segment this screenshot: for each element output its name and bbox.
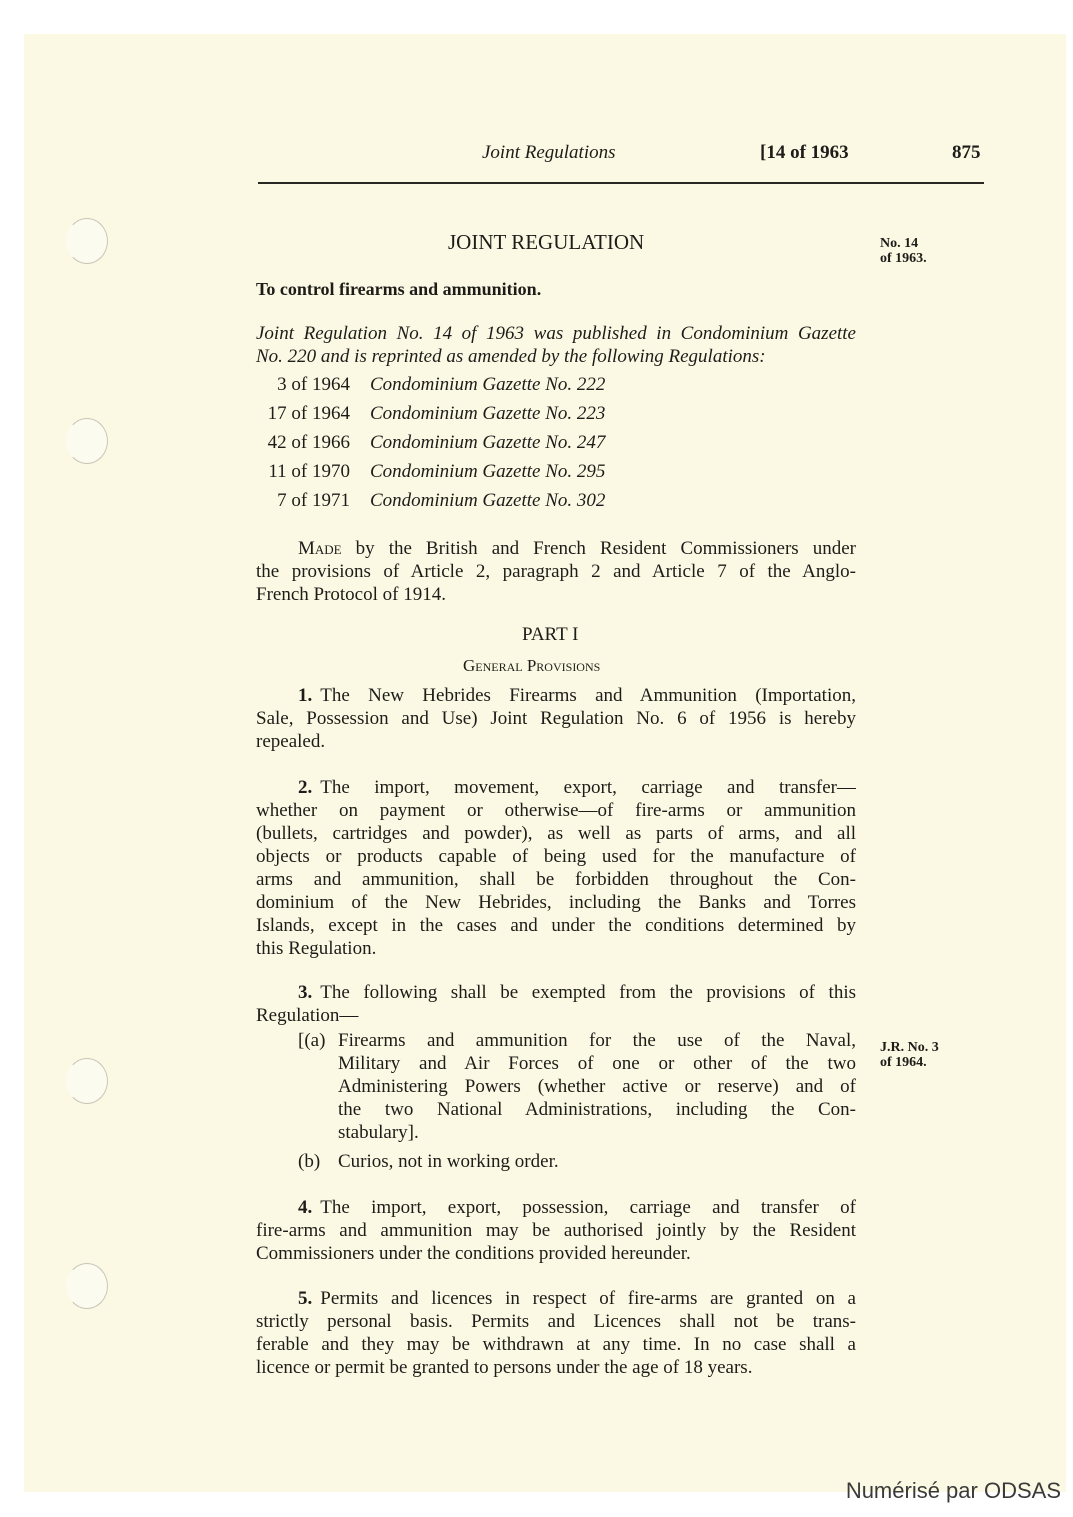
page-number: 875 — [952, 142, 981, 163]
enacting-smallcaps: Made — [298, 538, 342, 559]
section-text: The import, movement, export, carriage and transfer— — [320, 777, 856, 798]
section-number: 4. — [298, 1197, 313, 1218]
amendment-row — [256, 431, 856, 454]
intro-line: No. 220 and is reprinted as amended by the following Regulations: — [256, 346, 766, 367]
part-subtitle: General Provisions — [463, 656, 601, 675]
amendment-gazette: Condominium Gazette No. 302 — [370, 490, 606, 511]
amendment-row — [256, 460, 856, 483]
section-number: 3. — [298, 982, 313, 1003]
section-2-line: (bullets, cartridges and powder), as well as parts of arms, and all — [256, 823, 856, 844]
exemption-line: Firearms and ammunition for the use of the Naval, — [338, 1030, 856, 1051]
enacting-line: the provisions of Article 2, paragraph 2 and Article 7 of the Anglo- — [256, 561, 856, 582]
margin-note-line: No. 14 — [880, 236, 919, 251]
section-number: 1. — [298, 685, 313, 706]
section-text: The import, export, possession, carriage and transfer of — [320, 1197, 856, 1218]
amendment-regulation: 42 of 1966 — [267, 432, 350, 453]
part-title: PART I — [522, 624, 579, 645]
running-title: Joint Regulations — [482, 142, 616, 163]
section-1-line: Sale, Possession and Use) Joint Regulation No. 6 of 1956 is hereby — [256, 708, 856, 729]
exemption-line: stabulary]. — [338, 1122, 419, 1143]
punch-hole — [66, 218, 108, 264]
exemption-line: Military and Air Forces of one or other of the two — [338, 1053, 856, 1074]
section-2-line: arms and ammunition, shall be forbidden throughout the Con- — [256, 869, 856, 890]
exemption-line: Curios, not in working order. — [338, 1151, 559, 1172]
section-number: 5. — [298, 1288, 313, 1309]
section-text: The following shall be exempted from the provisions of this — [320, 982, 856, 1003]
amendment-regulation: 11 of 1970 — [268, 461, 350, 482]
amendment-gazette: Condominium Gazette No. 223 — [370, 403, 606, 424]
act-reference: [14 of 1963 — [760, 142, 849, 163]
exemption-label: [(a) — [298, 1030, 326, 1051]
section-5-line: ferable and they may be withdrawn at any time. In no case shall a — [256, 1334, 856, 1355]
exemption-line: Administering Powers (whether active or reserve) and of — [338, 1076, 856, 1097]
amendment-row — [256, 402, 856, 425]
intro-line: Joint Regulation No. 14 of 1963 was published in Condominium Gazette — [256, 323, 856, 344]
section-5-line — [298, 1287, 856, 1310]
margin-note-exemption — [880, 1040, 939, 1070]
punch-hole — [66, 418, 108, 464]
amendment-row — [256, 489, 856, 512]
section-4-line: fire-arms and ammunition may be authorised jointly by the Resident — [256, 1220, 856, 1241]
enacting-line: French Protocol of 1914. — [256, 584, 446, 605]
digitization-credit: Numérisé par ODSAS — [845, 1478, 1061, 1503]
enacting-line — [298, 537, 856, 560]
enacting-text: by the British and French Resident Commissioners under — [341, 538, 856, 559]
section-4-line: Commissioners under the conditions provided hereunder. — [256, 1243, 691, 1264]
section-2-line: Islands, except in the cases and under the conditions determined by — [256, 915, 856, 936]
amendment-regulation: 7 of 1971 — [277, 490, 350, 511]
section-number: 2. — [298, 777, 313, 798]
section-text: Permits and licences in respect of fire-arms are granted on a — [320, 1288, 856, 1309]
section-3-line: Regulation— — [256, 1005, 359, 1026]
section-2-line: objects or products capable of being used for the manufacture of — [256, 846, 856, 867]
exemption-line: the two National Administrations, including the Con- — [338, 1099, 856, 1120]
margin-note-line: of 1963. — [880, 251, 927, 266]
margin-note-line: J.R. No. 3 — [880, 1040, 939, 1055]
section-2-line: whether on payment or otherwise—of fire-arms or ammunition — [256, 800, 856, 821]
section-3-line — [298, 981, 856, 1004]
punch-hole — [66, 1263, 108, 1309]
margin-note-line: of 1964. — [880, 1055, 927, 1070]
header-rule — [258, 182, 984, 184]
amendment-gazette: Condominium Gazette No. 222 — [370, 374, 606, 395]
section-4-line — [298, 1196, 856, 1219]
section-5-line: strictly personal basis. Permits and Licences shall not be trans- — [256, 1311, 856, 1332]
section-text: The New Hebrides Firearms and Ammunition (Importation, — [320, 685, 856, 706]
section-2-line: this Regulation. — [256, 938, 377, 959]
amendment-gazette: Condominium Gazette No. 295 — [370, 461, 606, 482]
subtitle: To control firearms and ammunition. — [256, 279, 542, 299]
margin-note-title — [880, 236, 927, 266]
document-title: JOINT REGULATION — [448, 230, 645, 254]
exemption-label: (b) — [298, 1151, 321, 1172]
amendment-row — [256, 373, 856, 396]
section-5-line: licence or permit be granted to persons under the age of 18 years. — [256, 1357, 753, 1378]
section-2-line — [298, 776, 856, 799]
amendment-regulation: 17 of 1964 — [267, 403, 350, 424]
amendment-gazette: Condominium Gazette No. 247 — [370, 432, 606, 453]
punch-hole — [66, 1058, 108, 1104]
section-2-line: dominium of the New Hebrides, including the Banks and Torres — [256, 892, 856, 913]
amendment-regulation: 3 of 1964 — [277, 374, 350, 395]
section-1-line: repealed. — [256, 731, 326, 752]
section-1-line — [298, 684, 856, 707]
